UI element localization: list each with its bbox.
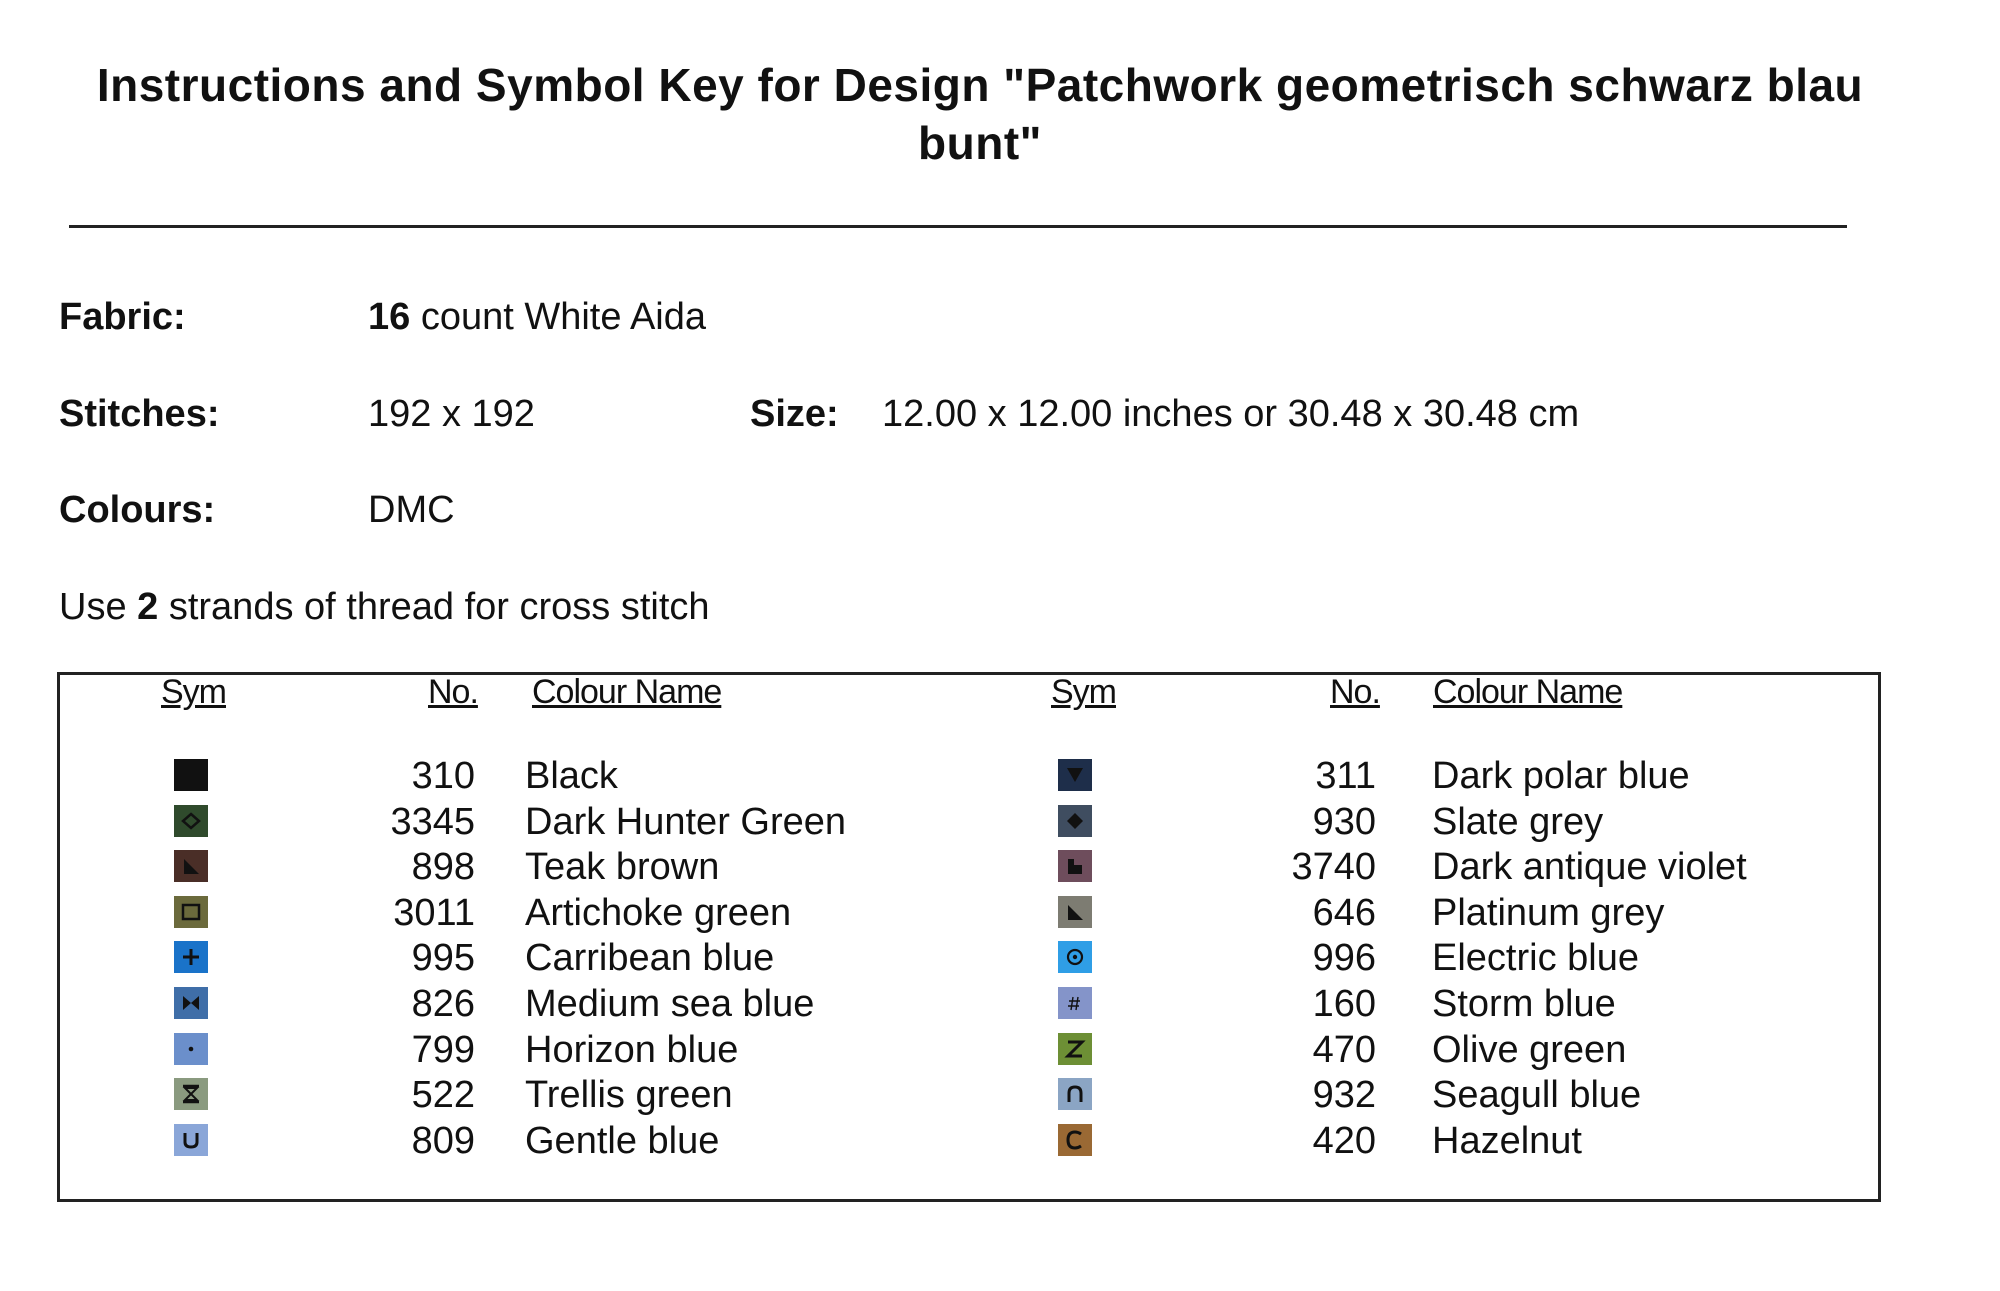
hourglass-icon xyxy=(174,1078,208,1110)
thread-number: 3345 xyxy=(390,800,475,843)
fabric-description: count White Aida xyxy=(410,296,707,338)
right-colour-name-header: Colour Name xyxy=(1433,673,1623,711)
plus-icon xyxy=(174,941,208,973)
thread-number: 646 xyxy=(1312,891,1376,934)
thread-number: 995 xyxy=(411,937,475,980)
thread-number: 3011 xyxy=(393,891,475,934)
colour-name: Black xyxy=(525,755,618,797)
fabric-label: Fabric: xyxy=(59,296,186,338)
step-block-icon xyxy=(1058,850,1092,882)
triangle-icon xyxy=(174,850,208,882)
colour-name: Slate grey xyxy=(1432,800,1604,843)
thread-number: 996 xyxy=(1312,937,1376,980)
thread-number: 826 xyxy=(411,983,475,1025)
left-colour-name-header: Colour Name xyxy=(532,673,722,711)
colour-name: Artichoke green xyxy=(525,891,792,934)
solid-square-icon xyxy=(174,759,208,791)
colours-label: Colours: xyxy=(59,489,216,531)
colours-value: DMC xyxy=(368,489,455,531)
right-no-header: No. xyxy=(1330,673,1380,711)
circle-dot-icon xyxy=(1058,941,1092,973)
colour-name: Gentle blue xyxy=(525,1119,720,1162)
colour-name: Hazelnut xyxy=(1432,1119,1582,1162)
left-sym-header: Sym xyxy=(161,673,226,711)
strands-instruction xyxy=(59,585,710,629)
right-sym-header: Sym xyxy=(1051,673,1116,711)
size-label: Size: xyxy=(750,393,839,435)
stitches-label: Stitches: xyxy=(59,393,220,435)
thread-number: 930 xyxy=(1312,800,1376,843)
page-title: Instructions and Symbol Key for Design "Patchwork geometrisch schwarz blau bunt" xyxy=(96,59,1864,169)
thread-number: 932 xyxy=(1312,1074,1376,1117)
bowtie-icon xyxy=(174,987,208,1019)
strands-suffix: strands of thread for cross stitch xyxy=(158,586,710,628)
colour-name: Horizon blue xyxy=(525,1028,739,1071)
colour-name: Trellis green xyxy=(525,1074,733,1117)
fabric-count: 16 xyxy=(368,296,411,338)
colour-name: Olive green xyxy=(1432,1028,1627,1071)
thread-number: 799 xyxy=(411,1028,475,1071)
down-triangle-icon xyxy=(1058,759,1092,791)
fabric-value xyxy=(368,295,706,339)
z-letter-icon xyxy=(1058,1033,1092,1065)
thread-number: 470 xyxy=(1312,1028,1376,1071)
colour-name: Dark antique violet xyxy=(1432,846,1747,889)
thread-number: 809 xyxy=(411,1119,475,1162)
strands-count: 2 xyxy=(137,586,159,628)
hash-icon xyxy=(1058,987,1092,1019)
colour-name: Seagull blue xyxy=(1432,1074,1642,1117)
square-outline-icon xyxy=(174,896,208,928)
colour-name: Carribean blue xyxy=(525,937,775,980)
size-value: 12.00 x 12.00 inches or 30.48 x 30.48 cm xyxy=(882,393,1580,435)
stitches-value: 192 x 192 xyxy=(368,393,535,435)
colour-name: Teak brown xyxy=(525,846,720,889)
thread-number: 522 xyxy=(411,1074,475,1117)
thread-number: 160 xyxy=(1312,983,1376,1025)
colour-name: Dark Hunter Green xyxy=(525,800,847,843)
thread-number: 310 xyxy=(411,755,475,797)
triangle-icon xyxy=(1058,896,1092,928)
colour-name: Platinum grey xyxy=(1432,891,1665,934)
diamond-icon xyxy=(1058,805,1092,837)
left-no-header: No. xyxy=(428,673,478,711)
c-letter-icon xyxy=(1058,1124,1092,1156)
diamond-outline-icon xyxy=(174,805,208,837)
thread-number: 3740 xyxy=(1291,846,1376,889)
thread-number: 898 xyxy=(411,846,475,889)
strands-prefix: Use xyxy=(59,586,138,628)
colour-name: Electric blue xyxy=(1432,937,1639,980)
dot-icon xyxy=(174,1033,208,1065)
cup-icon xyxy=(174,1124,208,1156)
colour-name: Medium sea blue xyxy=(525,983,815,1025)
arch-icon xyxy=(1058,1078,1092,1110)
colour-name: Storm blue xyxy=(1432,983,1616,1025)
colour-name: Dark polar blue xyxy=(1432,755,1690,797)
thread-number: 311 xyxy=(1315,755,1376,797)
thread-number: 420 xyxy=(1312,1119,1376,1162)
title-divider xyxy=(69,225,1847,228)
